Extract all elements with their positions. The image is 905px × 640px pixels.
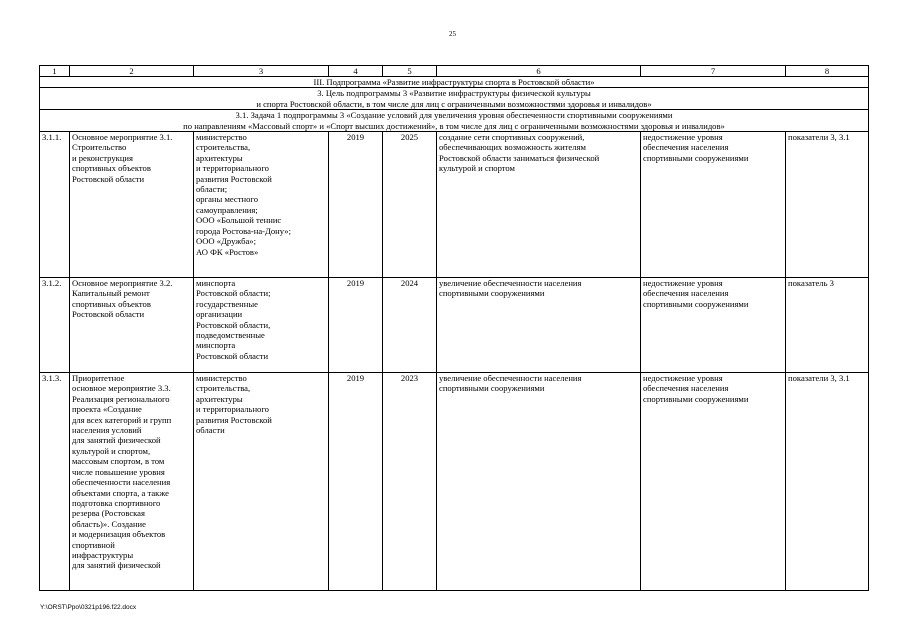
measure-name: Основное мероприятие 3.1. Строительство и реконструкция спортивных объектов Ростовской области (70, 132, 194, 278)
row-number: 3.1.2. (40, 278, 70, 373)
row-number: 3.1.3. (40, 373, 70, 591)
goal-row (40, 88, 869, 110)
column-number-row (40, 66, 869, 77)
consequence: недостижение уровня обеспечения населения спортивными сооружениями (641, 278, 786, 373)
table-row (40, 278, 869, 373)
expected-result: увеличение обеспеченности населения спортивными сооружениями (437, 373, 641, 591)
indicators: показатели 3, 3.1 (786, 373, 869, 591)
column-number: 5 (383, 66, 437, 77)
column-number: 7 (641, 66, 786, 77)
file-path-footer: Y:\ORST\Ppo\0321p196.f22.docx (40, 604, 137, 611)
section-title-row (40, 77, 869, 88)
measures-table (39, 65, 869, 591)
column-number: 2 (70, 66, 194, 77)
column-number: 6 (437, 66, 641, 77)
expected-result: увеличение обеспеченности населения спортивными сооружениями (437, 278, 641, 373)
consequence: недостижение уровня обеспечения населения спортивными сооружениями (641, 132, 786, 278)
end-year: 2023 (383, 373, 437, 591)
end-year: 2025 (383, 132, 437, 278)
task-text: 3.1. Задача 1 подпрограммы 3 «Создание условий для увеличения уровня обеспеченности спортивными сооружениями по направлениям «Массовый спорт» и «Спорт высших достижений», в том числе для лиц с ограниченными возможностями здоровья и инвалидов» (40, 110, 869, 132)
executor: министерство строительства, архитектуры и территориального развития Ростовской области (194, 373, 329, 591)
executor: минспорта Ростовской области; государственные организации Ростовской области, подведомственные минспорта Ростовской области (194, 278, 329, 373)
consequence: недостижение уровня обеспечения населения спортивными сооружениями (641, 373, 786, 591)
column-number: 3 (194, 66, 329, 77)
column-number: 4 (329, 66, 383, 77)
measure-name: Приоритетное основное мероприятие 3.3. Реализация регионального проекта «Создание для всех категорий и групп населения условий для занятий физической культурой и спортом, массовым спортом, в том числе повышение уровня обеспеченности населения объектами спорта, а также подготовка спортивного резерва (Ростовская область)». Создание и модернизация объектов спортивной инфраструктуры для занятий физической (70, 373, 194, 591)
section-title: III. Подпрограмма «Развитие инфраструктуры спорта в Ростовской области» (40, 77, 869, 88)
indicators: показатели 3, 3.1 (786, 132, 869, 278)
column-number: 1 (40, 66, 70, 77)
start-year: 2019 (329, 373, 383, 591)
column-number: 8 (786, 66, 869, 77)
page-number: 25 (449, 30, 456, 38)
end-year: 2024 (383, 278, 437, 373)
row-number: 3.1.1. (40, 132, 70, 278)
table-row (40, 373, 869, 591)
goal-text: 3. Цель подпрограммы 3 «Развитие инфраструктуры физической культуры и спорта Ростовской области, в том числе для лиц с ограниченными возможностями здоровья и инвалидов» (40, 88, 869, 110)
measure-name: Основное мероприятие 3.2. Капитальный ремонт спортивных объектов Ростовской области (70, 278, 194, 373)
indicators: показатель 3 (786, 278, 869, 373)
task-row (40, 110, 869, 132)
start-year: 2019 (329, 132, 383, 278)
table-row (40, 132, 869, 278)
expected-result: создание сети спортивных сооружений, обеспечивающих возможность жителям Ростовской области заниматься физической культурой и спортом (437, 132, 641, 278)
executor: министерство строительства, архитектуры и территориального развития Ростовской области; органы местного самоуправления; ООО «Большой теннис города Ростова-на-Дону»; ООО «Дружба»; АО ФК «Ростов» (194, 132, 329, 278)
start-year: 2019 (329, 278, 383, 373)
